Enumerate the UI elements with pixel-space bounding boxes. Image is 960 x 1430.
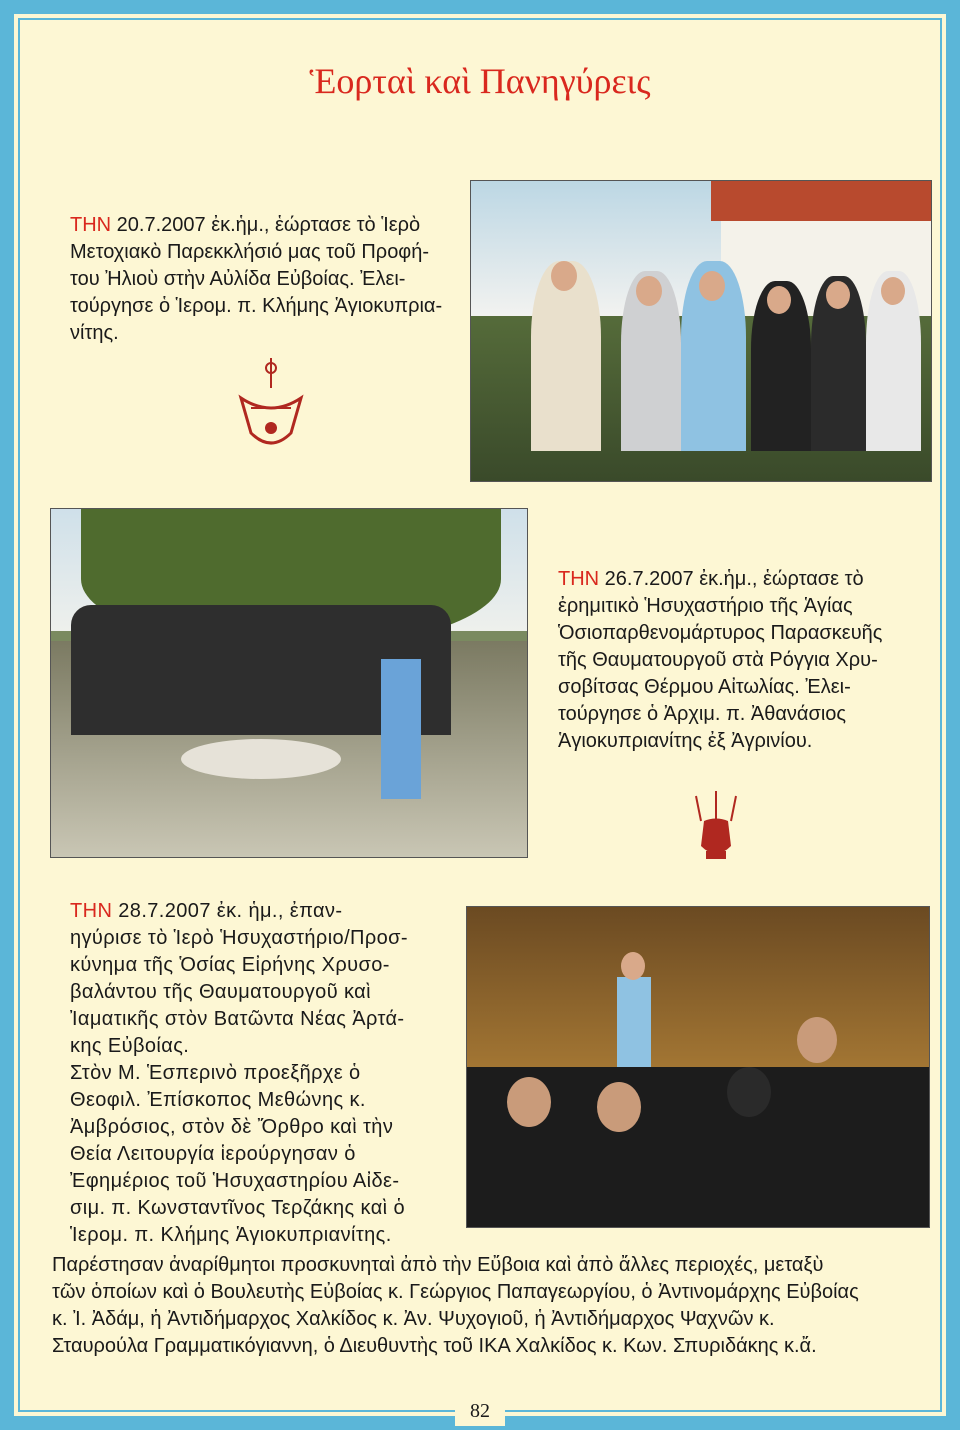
vase-ornament-icon	[676, 786, 756, 866]
section-1-lead: ΤΗΝ	[70, 214, 112, 236]
chandelier-ornament-icon	[236, 358, 306, 458]
border-right	[946, 0, 960, 1430]
iconostasis	[467, 907, 929, 1083]
page-number: 82	[470, 1400, 490, 1422]
border-left	[0, 0, 14, 1430]
chapel-roof	[711, 181, 931, 221]
section-2-text: ΤΗΝ 26.7.2007 ἐκ.ἡμ., ἑώρτασε τὸ ἐρημιτικὸ Ἡσυχαστήριο τῆς Ἁγίας Ὁσιοπαρθενομάρτυρος Παρασκευῆς τῆς Θαυματουργοῦ στὰ Ρόγγια Χρυ- σοβίτσας Θέρμου Αἰτωλίας. Ἐλει- τούργησε ὁ Ἀρχιμ. π. Ἀθανάσιος Ἁγιοκυπριανίτης ἐξ Ἀγρινίου.	[558, 568, 883, 752]
photo-church-interior	[466, 906, 930, 1228]
section-3-wide-text: Παρέστησαν ἀναρίθμητοι προσκυνηταὶ ἀπὸ τὴν Εὔβοια καὶ ἀπὸ ἄλλες περιοχές, μεταξὺ τῶν ὁποίων καὶ ὁ Βουλευτὴς Εὐβοίας κ. Γεώργιος Παπαγεωργίου, ὁ Ἀντινομάρχης Εὐβοίας κ. Ἰ. Ἀδάμ, ἡ Ἀντιδήμαρχος Χαλκίδος κ. Ἀν. Ψυχογιοῦ, ἡ Ἀντιδήμαρχος Ψαχνῶν κ. Σταυρούλα Γραμματικόγιαννη, ὁ Διευθυντὴς τοῦ ΙΚΑ Χαλκίδος κ. Κων. Σπυριδάκης κ.ἄ.	[52, 1254, 859, 1357]
photo-group-tree	[50, 508, 528, 858]
section-1-text: ΤΗΝ 20.7.2007 ἐκ.ἡμ., ἑώρτασε τὸ Ἱερὸ Μετοχιακὸ Παρεκκλήσιό μας τοῦ Προφή- του Ἠλιοὺ στὴν Αὐλίδα Εὐβοίας. Ἐλει- τούργησε ὁ Ἱερομ. π. Κλήμης Ἁγιοκυπρια- νίτης.	[70, 214, 443, 344]
page-title: Ἑορταὶ καὶ Πανηγύρεις	[309, 61, 651, 101]
section-2-lead: ΤΗΝ	[558, 568, 600, 590]
picnic-table	[181, 739, 341, 779]
section-3-lead: ΤΗΝ	[70, 900, 113, 922]
photo-group-chapel	[470, 180, 932, 482]
section-3-text: ΤΗΝ 28.7.2007 ἐκ. ἡμ., ἐπαν- ηγύρισε τὸ Ἱερὸ Ἡσυχαστήριο/Προσ- κύνημα τῆς Ὁσίας Εἰρήνης Χρυσο- βαλάντου τῆς Θαυματουργοῦ καὶ Ἰαματικῆς στὸν Βατῶντα Νέας Ἀρτά- κης Εὐβοίας. Στὸν Μ. Ἑσπερινὸ προεξῆρχε ὁ Θεοφιλ. Ἐπίσκοπος Μεθώνης κ. Ἀμβρόσιος, στὸν δὲ Ὄρθρο καὶ τὴν Θεία Λειτουργία ἱερούργησαν ὁ Ἐφημέριος τοῦ Ἡσυχαστηρίου Αἰδε- σιμ. π. Κωνσταντῖνος Τερζάκης καὶ ὁ Ἱερομ. π. Κλήμης Ἁγιοκυπριανίτης.	[70, 900, 408, 1246]
border-top	[0, 0, 960, 14]
